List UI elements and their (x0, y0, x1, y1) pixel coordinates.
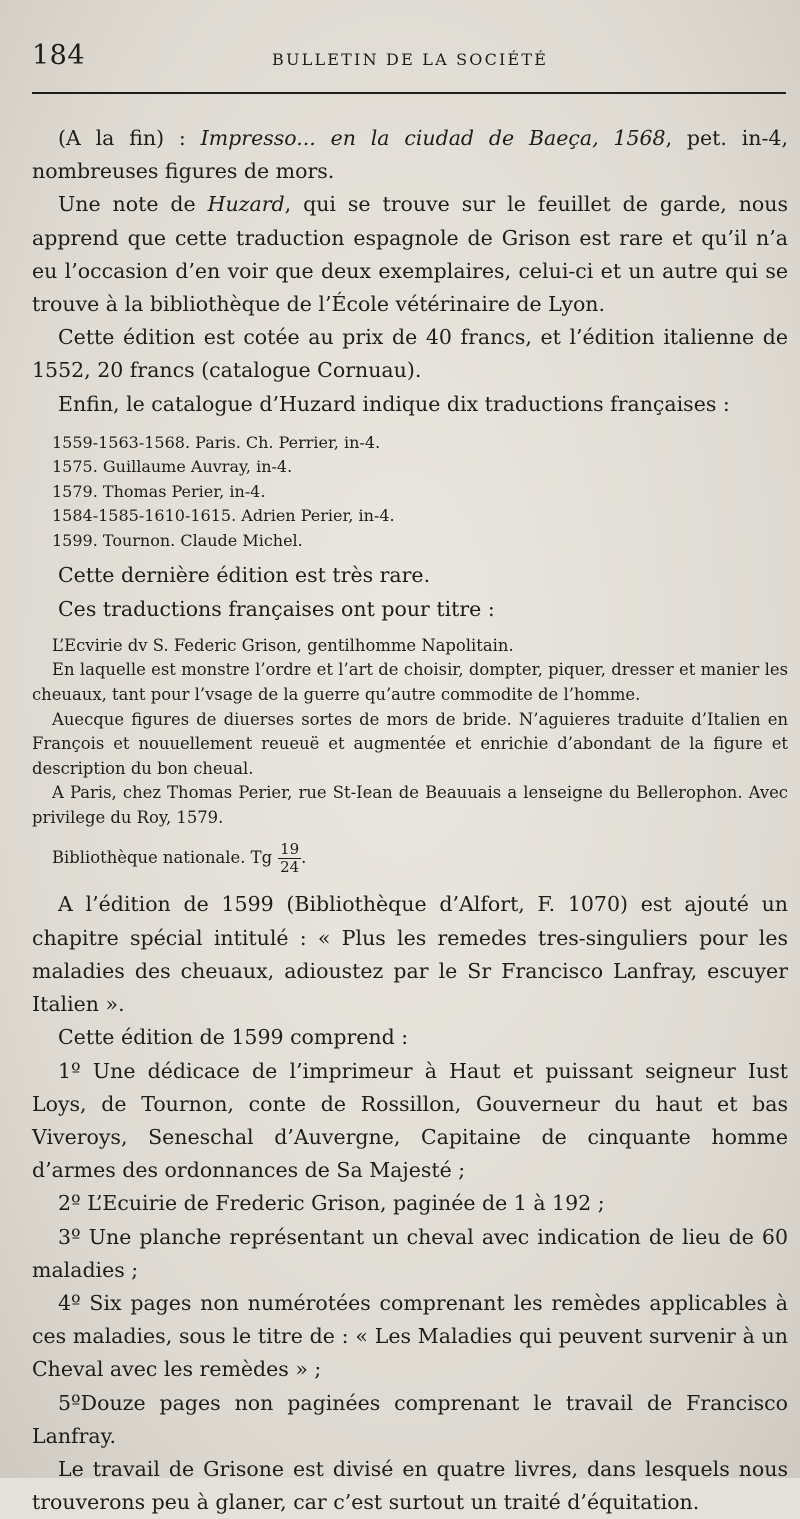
huzard-open: Une note de (58, 192, 208, 217)
biblio-label: Bibliothèque nationale. Tg (52, 848, 273, 868)
contents-item: 1º Une dédicace de l’imprimeur à Haut et puissant seigneur Iust Loys, de Tournon, conte de Rossillon, Gouverneur du haut et bas Viveroys, Seneschal d’Auvergne, Capitaine de cinquante homme d’armes des ordonnances de Sa Majesté ; (32, 1058, 788, 1183)
list-item: 1599. Tournon. Claude Michel. (52, 530, 303, 550)
page-number: 184 (32, 40, 86, 71)
list-item: 1579. Thomas Perier, in-4. (52, 481, 266, 501)
contents-item: 5ºDouze pages non paginées comprenant le travail de Francisco Lanfray. (32, 1390, 788, 1448)
quote-line: En laquelle est monstre l’ordre et l’art de choisir, dompter, piquer, dresser et manier les cheuaux, tant pour l’vsage de la guerre qu’autre commodite de l’homme. (32, 660, 788, 704)
running-head: BULLETIN DE LA SOCIÉTÉ (272, 50, 549, 69)
contents-item: 3º Une planche représentant un cheval avec indication de lieu de 60 maladies ; (32, 1224, 788, 1282)
huzard-rest: , qui se trouve sur le feuillet de garde, nous apprend que cette traduction espagnole de Grison est rare et qu’il n’a eu l’occasion d’en voir que deux exemplaires, celui-ci et un autre qui se trouve à la bibliothèque de l’École vétérinaire de Lyon. (32, 192, 788, 317)
paragraph-contents-intro: Cette édition de 1599 comprend : (58, 1025, 409, 1050)
quote-line: A Paris, chez Thomas Perier, rue St-Iean de Beauuais a lenseigne du Bellerophon. Avec privilege du Roy, 1579. (32, 783, 788, 827)
list-item: 1575. Guillaume Auvray, in-4. (52, 457, 293, 477)
biblio-reference (52, 836, 788, 880)
paragraph-catalogue: Enfin, le catalogue d’Huzard indique dix traductions françaises : (58, 391, 730, 416)
paragraph-1599-edition: A l’édition de 1599 (Bibliothèque d’Alfort, F. 1070) est ajouté un chapitre spécial intitulé : « Plus les remedes tres-singuliers pour les maladies des cheuaux, adioustez par le Sr Francisco Lanfray, escuyer Italien ». (32, 892, 788, 1017)
list-item: 1584-1585-1610-1615. Adrien Perier, in-4. (52, 506, 395, 526)
paragraph-huzard-note (32, 188, 788, 321)
contents-item: 2º L’Ecuirie de Frederic Grison, paginée de 1 à 192 ; (58, 1191, 605, 1216)
fraction-numerator: 19 (280, 840, 300, 859)
header-rule (32, 92, 786, 94)
page-body (32, 122, 788, 1519)
huzard-italic: Huzard (207, 192, 285, 217)
colophon-italic: Impresso... en la ciudad de Baeça, 1568 (200, 126, 666, 150)
fraction-denominator: 24 (280, 858, 300, 877)
shelfmark-fraction (278, 841, 301, 876)
quote-line: Auecque figures de diuerses sortes de mors de bride. N’aguieres traduite d’Italien en François et nouuellement reueuë et augmentée et enrichie d’abondant de la figure et description du bon cheual. (32, 709, 788, 778)
paragraph-rare: Cette dernière édition est très rare. (58, 563, 431, 588)
paragraph-price: Cette édition est cotée au prix de 40 francs, et l’édition italienne de 1552, 20 francs (catalogue Cornuau). (32, 325, 788, 383)
title-quote (32, 634, 788, 831)
colophon-rest: , pet. in-4, nombreuses figures de mors. (32, 126, 788, 184)
quote-line: L’Ecvirie dv S. Federic Grison, gentilhomme Napolitain. (52, 635, 514, 655)
paragraph-colophon (32, 122, 788, 188)
editions-list (52, 431, 788, 554)
contents-item: 4º Six pages non numérotées comprenant les remèdes applicables à ces maladies, sous le titre de : « Les Maladies qui peuvent survenir à un Cheval avec les remèdes » ; (32, 1290, 788, 1382)
biblio-end: . (301, 848, 307, 868)
page-header (32, 40, 786, 86)
paragraph-titles: Ces traductions françaises ont pour titre : (58, 596, 495, 621)
colophon-open: (A la fin) : (58, 126, 201, 150)
paragraph-conclusion: Le travail de Grisone est divisé en quatre livres, dans lesquels nous trouverons peu à glaner, car c’est surtout un traité d’équitation. (32, 1456, 788, 1515)
list-item: 1559-1563-1568. Paris. Ch. Perrier, in-4. (52, 432, 381, 452)
